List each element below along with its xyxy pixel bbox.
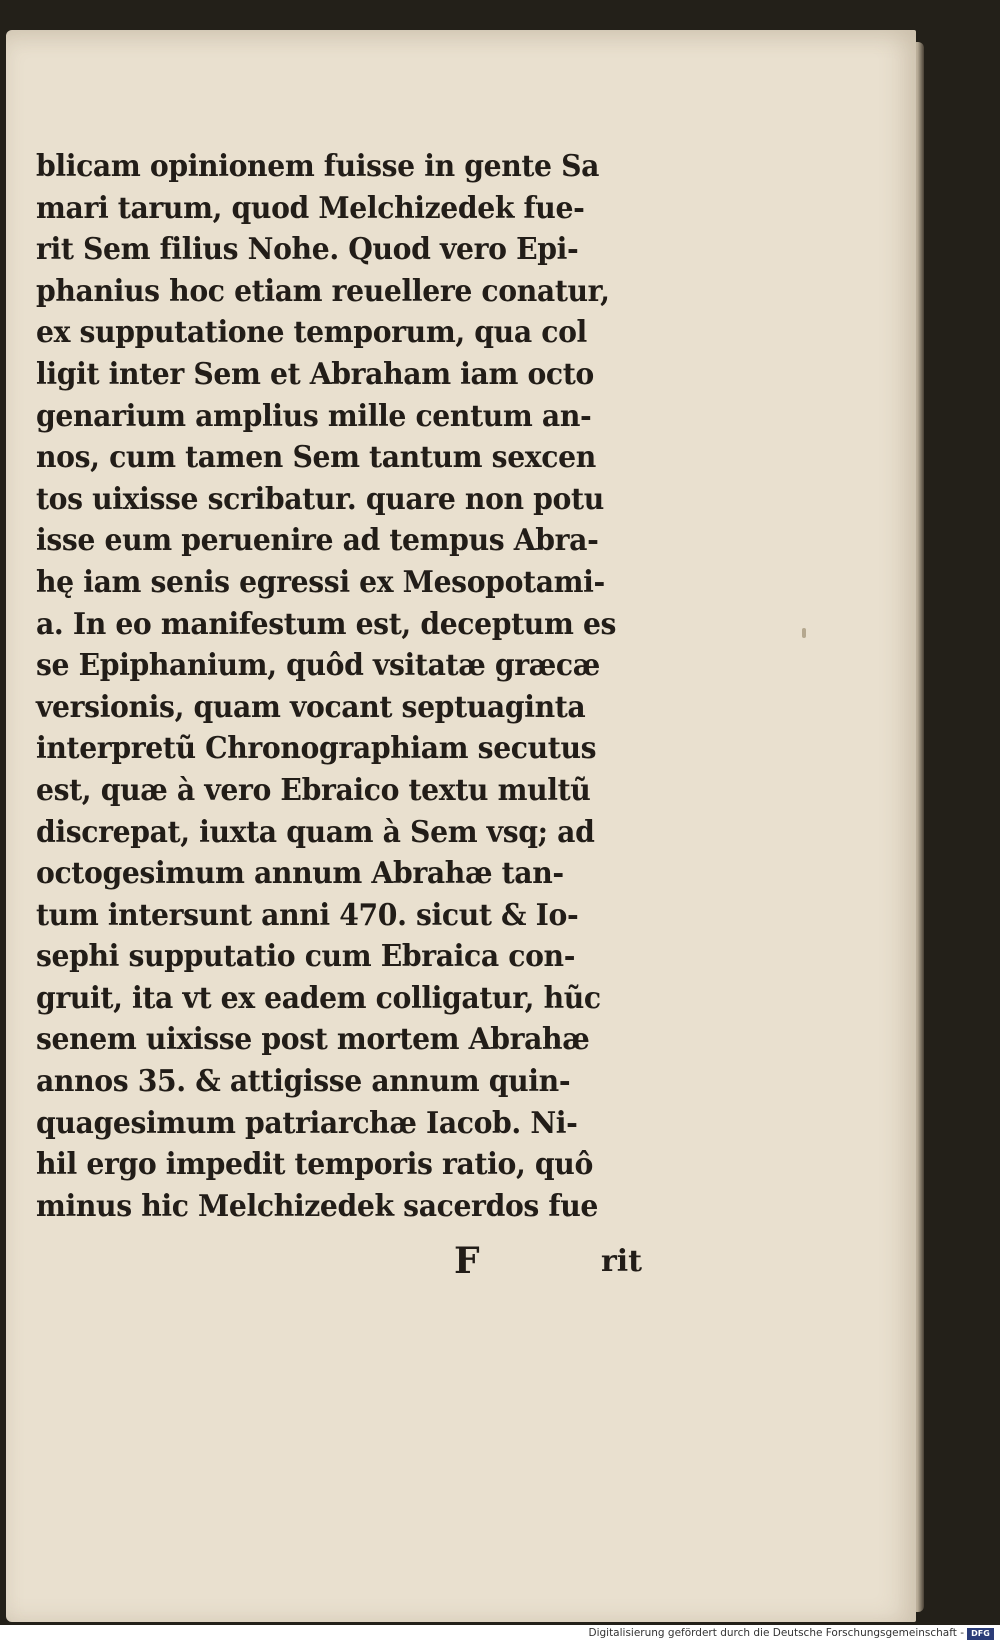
text-line: mari tarum, quod Melchizedek fue-	[36, 190, 585, 226]
text-line: discrepat, iuxta quam à Sem vsq; ad	[36, 814, 595, 850]
text-line: octogesimum annum Abrahæ tan-	[36, 856, 564, 892]
text-line: versionis, quam vocant septuaginta	[36, 689, 586, 725]
text-line: senem uixisse post mortem Abrahæ	[36, 1022, 590, 1058]
text-line: hil ergo impedit temporis ratio, quô	[36, 1147, 593, 1183]
text-line: isse eum peruenire ad tempus Abra-	[36, 523, 599, 559]
text-line: se Epiphanium, quôd vsitatæ græcæ	[36, 648, 600, 684]
text-line: a. In eo manifestum est, deceptum es	[36, 606, 617, 642]
paper-speck	[802, 628, 806, 638]
text-line: minus hic Melchizedek sacerdos fue	[36, 1188, 598, 1224]
text-line: tum intersunt anni 470. sicut & Io-	[36, 897, 579, 933]
text-line: nos, cum tamen Sem tantum sexcen	[36, 440, 596, 476]
text-line: gruit, ita vt ex eadem colligatur, hũc	[36, 980, 601, 1016]
page-footer	[36, 1240, 656, 1284]
text-line: rit Sem filius Nohe. Quod vero Epi-	[36, 232, 579, 268]
text-line: interpretũ Chronographiam secutus	[36, 731, 597, 767]
text-line: ligit inter Sem et Abraham iam octo	[36, 356, 594, 392]
catchword: rit	[600, 1244, 642, 1279]
text-line: hę iam senis egressi ex Mesopotami-	[36, 564, 605, 600]
text-line: est, quæ à vero Ebraico textu multũ	[36, 772, 591, 808]
credit-bar	[0, 1625, 1000, 1643]
text-line: quagesimum patriarchæ Iacob. Ni-	[36, 1105, 578, 1141]
dfg-logo: DFG	[967, 1628, 994, 1640]
text-line: tos uixisse scribatur. quare non potu	[36, 481, 604, 517]
text-line: genarium amplius mille centum an-	[36, 398, 592, 434]
text-line: annos 35. & attigisse annum quin-	[36, 1064, 571, 1100]
text-line: ex supputatione temporum, qua col	[36, 315, 587, 351]
body-text	[36, 146, 656, 1227]
text-line: sephi supputatio cum Ebraica con-	[36, 939, 576, 975]
text-line: phanius hoc etiam reuellere conatur,	[36, 273, 610, 309]
credit-text: Digitalisierung gefördert durch die Deutsche Forschungsgemeinschaft -	[588, 1627, 964, 1639]
text-line: blicam opinionem fuisse in gente Sa	[36, 149, 600, 184]
signature-mark: F	[454, 1240, 480, 1282]
